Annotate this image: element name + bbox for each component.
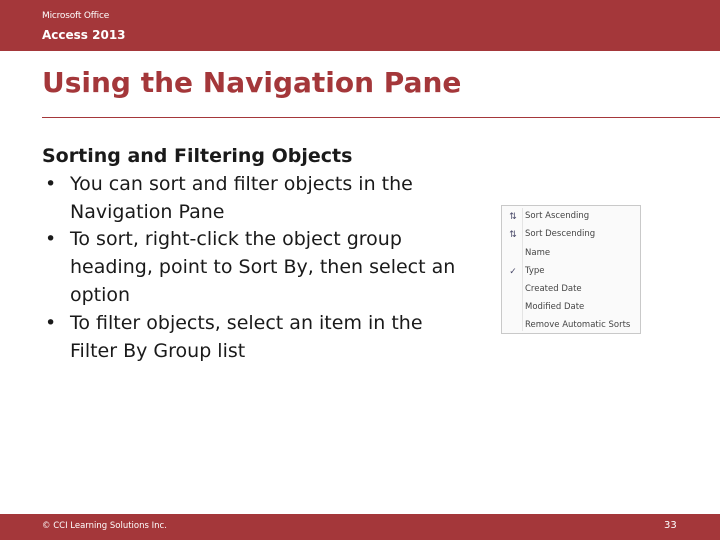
header-banner [0,0,720,51]
bullet-text: You can sort and filter objects in the Navigation Pane [70,172,413,223]
bullet-text: To sort, right-click the object group heading, point to Sort By, then select an option [70,228,456,306]
copyright-text: © CCI Learning Solutions Inc. [42,521,167,531]
sort-ascending-icon: ⇅ [509,212,517,222]
menu-item-label: Sort Descending [525,229,596,239]
product-label: Access 2013 [42,28,126,42]
menu-item-label: Name [525,248,551,258]
slide-title: Using the Navigation Pane [42,66,462,99]
slide-body [42,143,472,365]
menu-item-label: Type [525,266,545,276]
menu-item-modified-date[interactable] [502,300,640,316]
sort-by-menu [501,205,641,334]
menu-item-label: Created Date [525,284,582,294]
section-heading: Sorting and Filtering Objects [42,145,353,167]
menu-item-type[interactable] [502,264,640,280]
menu-item-sort-ascending[interactable] [502,209,640,225]
footer-bar [0,514,720,540]
bullet-item [42,226,472,309]
bullet-glyph: • [45,228,57,251]
menu-item-sort-descending[interactable] [502,227,640,243]
title-divider [42,117,720,118]
checkmark-icon: ✓ [509,267,517,277]
bullet-item [42,310,472,366]
bullet-list [42,171,472,366]
menu-item-label: Remove Automatic Sorts [525,320,631,330]
bullet-glyph: • [45,311,57,334]
bullet-glyph: • [45,172,57,195]
menu-item-name[interactable] [502,246,640,262]
menu-item-label: Modified Date [525,302,585,312]
menu-item-created-date[interactable] [502,282,640,298]
brand-label: Microsoft Office [42,11,110,21]
bullet-text: To filter objects, select an item in the Filter By Group list [70,311,423,362]
page-number: 33 [664,520,677,531]
menu-item-remove-automatic-sorts[interactable] [502,318,640,334]
menu-item-label: Sort Ascending [525,211,590,221]
sort-descending-icon: ⇅ [509,230,517,240]
bullet-item [42,171,472,227]
